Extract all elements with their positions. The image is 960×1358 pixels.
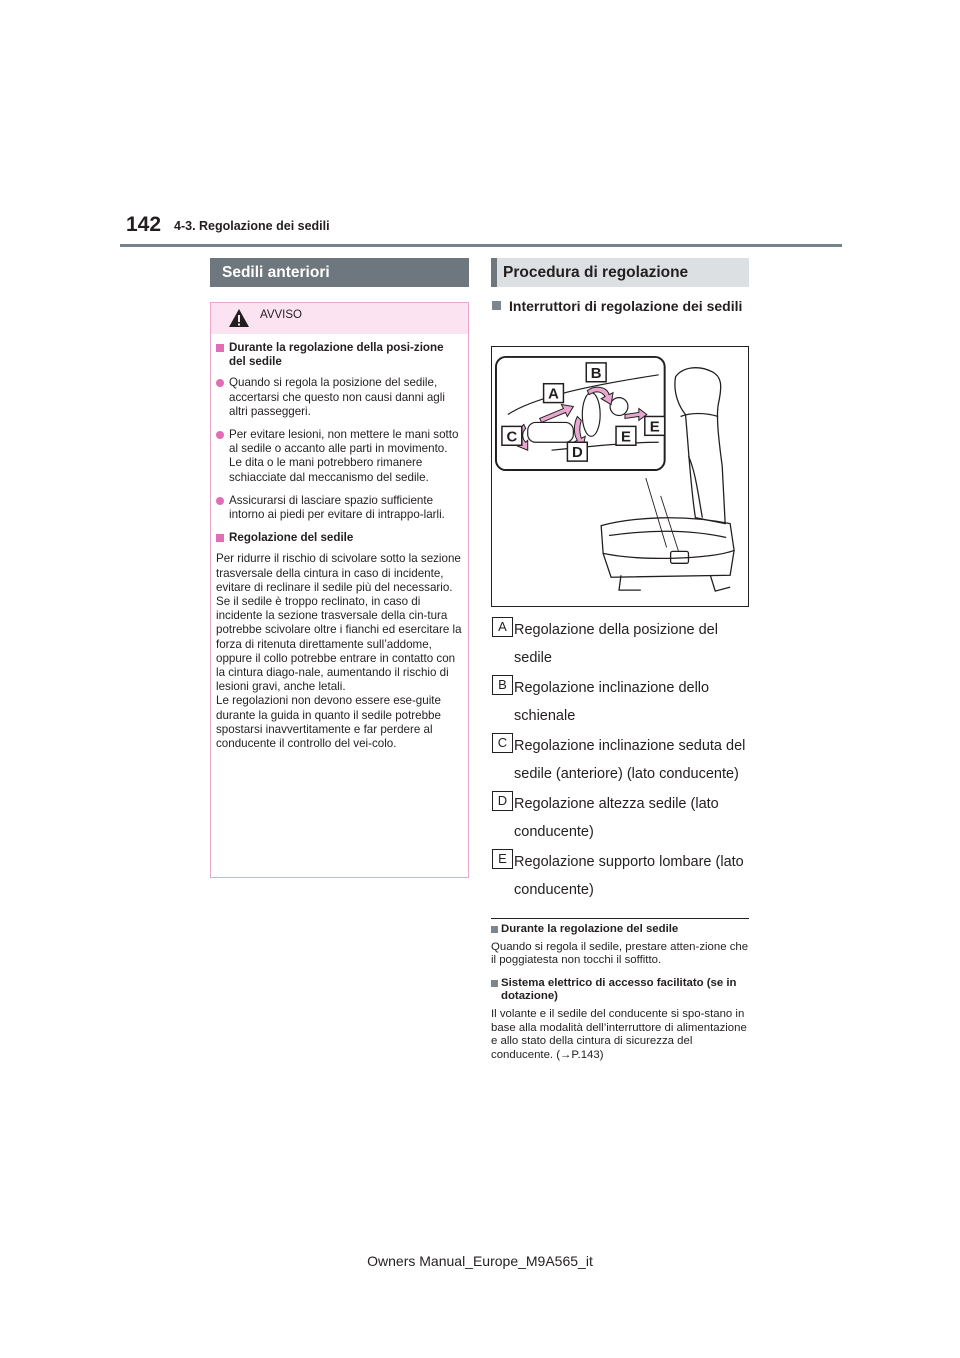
section-title-front-seats: Sedili anteriori xyxy=(210,258,469,287)
note-body-headrest: Quando si regola il sedile, prestare atten-zione che il poggiatesta non tocchi il soffitto. xyxy=(491,940,749,967)
section-breadcrumb: 4-3. Regolazione dei sedili xyxy=(174,219,330,233)
warning-bullet-passengers: Quando si regola la posizione del sedile, accertarsi che questo non causi danni agli altri passeggeri. xyxy=(216,376,462,419)
warning-paragraph-recline: Per ridurre il rischio di scivolare sotto la sezione trasversale della cintura in caso di incidente, evitare di reclinare il sedile più del necessario. xyxy=(216,552,461,594)
legend-text-a: Regolazione della posizione del sedile xyxy=(514,622,718,666)
subheading-seat-switches: Interruttori di regolazione dei sedili xyxy=(491,296,767,316)
notes-divider xyxy=(491,918,749,919)
figure-label-b: B xyxy=(590,365,602,382)
figure-label-c: C xyxy=(506,429,518,446)
legend-item-b xyxy=(491,674,749,730)
legend-letter-a: A xyxy=(492,617,513,637)
warning-heading-seat-adjustment: Regolazione del sedile xyxy=(216,531,462,545)
legend-item-c xyxy=(491,732,749,788)
warning-triangle-icon xyxy=(228,308,250,328)
figure-label-a: A xyxy=(548,386,559,403)
legend-letter-c: C xyxy=(492,733,513,753)
page-number: 142 xyxy=(126,213,162,236)
legend-item-a xyxy=(491,616,749,672)
section-title-marker xyxy=(491,258,497,287)
note-heading-headrest: Durante la regolazione del sedile xyxy=(491,923,749,937)
warning-body xyxy=(216,341,462,751)
legend-letter-d: D xyxy=(492,791,513,811)
seat-switch-illustration xyxy=(491,346,749,607)
warning-heading-seat-position: Durante la regolazione della posi-zione del sedile xyxy=(216,341,462,369)
section-title-procedure: Procedura di regolazione xyxy=(491,258,749,287)
figure-label-e: E xyxy=(620,429,631,446)
legend-text-d: Regolazione altezza sedile (lato conducente) xyxy=(514,796,719,840)
warning-paragraph-driving: Le regolazioni non devono essere ese-guite durante la guida in quanto il sedile potrebbe spostarsi inavvertitamente e far perdere al conducente il controllo del vei-colo. xyxy=(216,694,441,751)
warning-paragraph-belt: Se il sedile è troppo reclinato, in caso di incidente la sezione trasversale della cin-tura potrebbe scivolare oltre i fianchi ed esercitare la forza di ritenuta direttamente sull’addome, oppure il collo potrebbe entrare in contatto con la cintura diago-nale, aumentando il rischio di lesioni gravi, anche letali. xyxy=(216,595,462,694)
legend-item-e xyxy=(491,848,749,904)
legend-letter-b: B xyxy=(492,675,513,695)
warning-title: AVVISO xyxy=(260,309,302,321)
legend-text-e: Regolazione supporto lombare (lato conducente) xyxy=(514,854,744,898)
legend-letter-e: E xyxy=(492,849,513,869)
note-heading-easy-access: Sistema elettrico di accesso facilitato (se in dotazione) xyxy=(491,977,749,1004)
legend-item-d xyxy=(491,790,749,846)
note-body-easy-access: Il volante e il sedile del conducente si spo-stano in base alla modalità dell’interruttore di alimentazione e allo stato della cintura di sicurezza del conducente. (→P.143) xyxy=(491,1007,747,1061)
notes-section xyxy=(491,923,749,1062)
warning-bullet-hands-line2: Le dita o le mani potrebbero rimanere schiacciate dal meccanismo del sedile. xyxy=(229,456,429,484)
figure-label-d: D xyxy=(571,445,583,462)
warning-bullet-hands-line1: Per evitare lesioni, non mettere le mani sotto al sedile o accanto alle parti in movimento. xyxy=(229,428,459,456)
header-divider xyxy=(120,244,842,247)
footer-document-id: Owners Manual_Europe_M9A565_it xyxy=(367,1253,593,1269)
warning-bullet-feet: Assicurarsi di lasciare spazio sufficiente intorno ai piedi per evitare di intrappo-larli. xyxy=(216,494,462,522)
legend-text-c: Regolazione inclinazione seduta del sedile (anteriore) (lato conducente) xyxy=(514,738,746,782)
warning-bullet-hands xyxy=(216,428,462,485)
figure-label-e-second: E xyxy=(649,419,660,436)
legend-text-b: Regolazione inclinazione dello schienale xyxy=(514,680,710,724)
